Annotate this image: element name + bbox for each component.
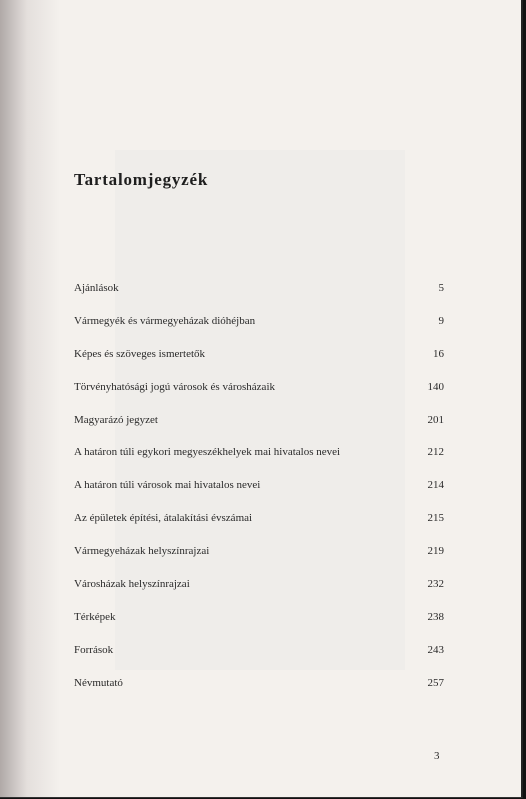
toc-entry-title: Térképek	[74, 610, 116, 623]
toc-entry	[74, 469, 444, 502]
toc-entry-page: 232	[427, 578, 444, 591]
toc-entry-page: 212	[427, 446, 444, 459]
toc-entry-page: 238	[427, 610, 444, 623]
toc-entry-page: 9	[438, 314, 444, 327]
toc-entry-page: 219	[427, 545, 444, 558]
toc-entry-title: Magyarázó jegyzet	[74, 413, 158, 426]
toc-entry-page: 5	[438, 282, 444, 294]
toc-entry-title: Képes és szöveges ismertetők	[74, 347, 206, 360]
toc-entry-title: Források	[74, 643, 114, 656]
toc-entry-title: Névmutató	[74, 676, 123, 689]
page-number: 3	[434, 750, 440, 762]
toc-entry-page: 215	[427, 512, 444, 525]
toc-entry-page: 257	[427, 676, 444, 689]
toc-entry	[74, 338, 444, 371]
toc-entry-title: Az épületek építési, átalakítási évszámai	[74, 512, 253, 525]
toc-entry-page: 214	[427, 479, 444, 492]
toc-entry	[74, 305, 444, 338]
toc-entry	[74, 634, 444, 667]
toc-entry-title: A határon túli városok mai hivatalos nevei	[74, 479, 261, 492]
toc-entry	[74, 371, 444, 404]
toc-entry-page: 16	[433, 347, 444, 360]
toc-entry-title: Vármegyék és vármegyeházak dióhéjban	[74, 314, 256, 327]
table-of-contents	[74, 272, 444, 700]
toc-entry	[74, 667, 444, 700]
gutter-shadow	[0, 0, 60, 797]
toc-entry-title: Törvényhatósági jogú városok és városházaik	[74, 380, 275, 393]
toc-entry	[74, 436, 444, 469]
toc-entry-page: 140	[427, 380, 444, 393]
toc-entry	[74, 535, 444, 568]
toc-entry	[74, 601, 444, 634]
toc-entry	[74, 502, 444, 535]
toc-entry	[74, 404, 444, 437]
toc-entry-title: Ajánlások	[74, 282, 119, 294]
toc-entry	[74, 568, 444, 601]
toc-entry-title: Vármegyeházak helyszínrajzai	[74, 545, 210, 558]
toc-entry-page: 201	[427, 413, 444, 426]
toc-entry-page: 243	[427, 643, 444, 656]
toc-entry	[74, 272, 444, 305]
toc-heading: Tartalomjegyzék	[74, 170, 209, 189]
toc-entry-title: A határon túli egykori megyeszékhelyek mai hivatalos nevei	[74, 446, 341, 459]
toc-entry-title: Városházak helyszínrajzai	[74, 578, 190, 591]
